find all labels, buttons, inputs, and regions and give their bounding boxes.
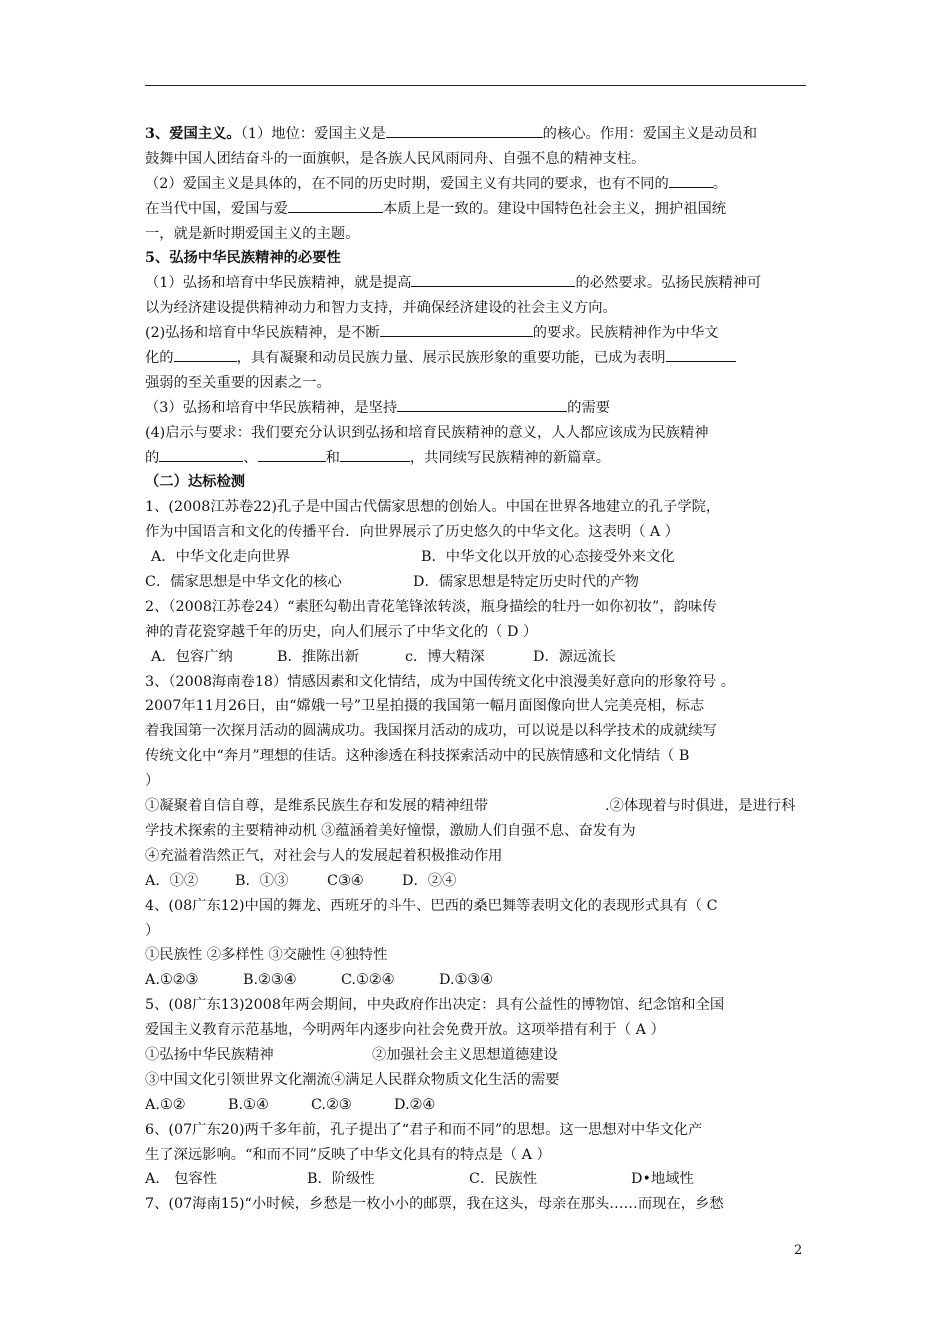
q3-option-c: C③④ [327, 872, 364, 889]
q4-stem-line2: ） [145, 922, 160, 939]
q3-stem-line8: ④充溢着浩然正气，对社会与人的发展起着积极推动作用 [145, 847, 503, 864]
q3-stem-line3: 着我国第一次探月活动的圆满成功。我国探月活动的成功，可以说是以科学技术的成就续写 [145, 723, 717, 740]
q2-option-a: A．包容广纳 [151, 648, 233, 665]
section3-line1: 3、爱国主义。（1）地位：爱国主义是 的核心。作用：爱国主义是动员和 [145, 122, 810, 147]
section5-line2: 以为经济建设提供精神动力和智力支持，并确保经济建设的社会主义方向。 [145, 300, 617, 317]
fill-blank[interactable] [411, 271, 575, 287]
q2-option-d: D．源远流长 [533, 648, 616, 665]
q3-stem-line1: 3、（2008海南卷18）情感因素和文化情结，成为中国传统文化中浪漫美好意向的形象符号 。 [145, 673, 736, 690]
fill-blank[interactable] [288, 197, 383, 213]
fill-blank[interactable] [669, 172, 713, 188]
q5-option-a: A.①② [145, 1096, 186, 1113]
q2-stem-line1: 2、（2008江苏卷24）“素胚勾勒出青花笔锋浓转淡，瓶身描绘的牡丹一如你初妆”，韵味传 [145, 598, 717, 615]
q6-option-d: D•地域性 [631, 1171, 694, 1188]
section5-line3: (2)弘扬和培育中华民族精神，是不断 的要求。民族精神作为中华文 [145, 321, 810, 346]
section5-line4: 化的 ，具有凝聚和动员民族力量、展示民族形象的重要功能，已成为表明 [145, 346, 810, 371]
section3-line2: 鼓舞中国人团结奋斗的一面旗帜，是各族人民风雨同舟、自强不息的精神支柱。 [145, 150, 646, 167]
q3-option-a: A．①② [145, 872, 199, 889]
section5-line8: 的 、 和 ，共同续写民族精神的新篇章。 [145, 446, 810, 471]
q2-options [145, 645, 810, 670]
section3-line3: （2）爱国主义是具体的，在不同的历史时期，爱国主义有共同的要求，也有不同的 。 [145, 172, 810, 197]
q5-option-d: D.②④ [394, 1096, 436, 1113]
q1-option-a: A．中华文化走向世界 [151, 549, 290, 566]
q4-option-d: D.①③④ [439, 972, 493, 989]
section5-line7: (4)启示与要求：我们要充分认识到弘扬和培育民族精神的意义，人人都应该成为民族精神 [145, 424, 709, 441]
q1-option-b: B．中华文化以开放的心态接受外来文化 [421, 549, 675, 566]
header-rule [145, 85, 806, 86]
q5-stem-line2: 爱国主义教育示范基地，今明两年内逐步向社会免费开放。这项举措有利于（ A ） [145, 1022, 665, 1039]
fill-blank[interactable] [258, 446, 326, 462]
section5-line1: （1）弘扬和培育中华民族精神，就是提高 的必然要求。弘扬民族精神可 [145, 271, 810, 296]
section5-line5: 强弱的至关重要的因素之一。 [145, 374, 331, 391]
fill-blank[interactable] [380, 321, 533, 337]
q3-options [145, 869, 810, 894]
q5-option-c: C.②③ [311, 1096, 352, 1113]
q6-option-a: A． 包容性 [145, 1171, 218, 1188]
q1-option-d: D．儒家思想是特定历史时代的产物 [413, 574, 639, 591]
q3-stem-line7: 学技术探索的主要精神动机 ③蕴涵着美好憧憬，激励人们自强不息、奋发有为 [145, 822, 636, 839]
q4-statements: ①民族性 ②多样性 ③交融性 ④独特性 [145, 947, 388, 964]
section5-line6: （3）弘扬和培育中华民族精神，是坚持 的需要 [145, 396, 810, 421]
q5-statements-line2: ③中国文化引领世界文化潮流④满足人民群众物质文化生活的需要 [145, 1071, 560, 1088]
q1-option-c: C．儒家思想是中华文化的核心 [145, 574, 342, 591]
q5-options [145, 1093, 810, 1118]
q3-stem-line5: ） [145, 773, 160, 790]
q3-option-b: B．①③ [235, 872, 289, 889]
q3-stem-line4: 传统文化中“奔月”理想的佳话。这种渗透在科技探索活动中的民族情感和文化情结（ B [145, 748, 690, 765]
q1-stem-line2: 作为中国语言和文化的传播平台．向世界展示了历史悠久的中华文化。这表明（ A ） [145, 524, 680, 541]
q2-option-c: c．博大精深 [405, 648, 485, 665]
fill-blank[interactable] [159, 446, 243, 462]
q6-stem-line1: 6、(07广东20)两千多年前，孔子提出了“君子和而不同”的思想。这一思想对中华文化产 [145, 1121, 703, 1138]
section5-title: 5、弘扬中华民族精神的必要性 [145, 250, 341, 267]
q7-stem-line1: 7、(07海南15)“小时候，乡愁是一枚小小的邮票，我在这头，母亲在那头……而现在，乡愁 [145, 1196, 724, 1213]
q2-option-b: B．推陈出新 [277, 648, 359, 665]
q4-option-b: B.②③④ [243, 972, 297, 989]
q1-options-row2 [145, 570, 810, 595]
fill-blank[interactable] [174, 346, 237, 362]
section3-title: 3、爱国主义。 [145, 126, 241, 142]
q4-option-a: A.①②③ [145, 972, 199, 989]
q3-option-d: D．②④ [402, 872, 457, 889]
q5-stem-line1: 5、(08广东13)2008年两会期间，中央政府作出决定：具有公益性的博物馆、纪念馆和全国 [145, 997, 725, 1014]
fill-blank[interactable] [340, 446, 410, 462]
q4-stem-line1: 4、(08广东12)中国的舞龙、西班牙的斗牛、巴西的桑巴舞等表明文化的表现形式具有（ C [145, 897, 718, 914]
q6-option-b: B．阶级性 [307, 1171, 375, 1188]
q4-option-c: C.①②④ [341, 972, 395, 989]
q2-stem-line2: 神的青花瓷穿越千年的历史，向人们展示了中华文化的（ D ） [145, 623, 538, 640]
q4-options [145, 968, 810, 993]
section3-line5: 一，就是新时期爱国主义的主题。 [145, 225, 360, 242]
q1-options-row1 [145, 545, 810, 570]
fill-blank[interactable] [397, 396, 567, 412]
q5-statements-line1: ①弘扬中华民族精神 ②加强社会主义思想道德建设 [145, 1046, 558, 1063]
q6-stem-line2: 生了深远影响。“和而不同”反映了中华文化具有的特点是（ A ） [145, 1146, 551, 1163]
assessment-heading: （二）达标检测 [145, 474, 246, 491]
q3-stem-line2: 2007年11月26日，由“嫦娥一号”卫星拍摄的我国第一幅月面图像向世人完美亮相，标志 [145, 698, 705, 715]
q1-stem-line1: 1、(2008江苏卷22)孔子是中国古代儒家思想的创始人。中国在世界各地建立的孔子学院， [145, 499, 721, 516]
fill-blank[interactable] [666, 346, 736, 362]
fill-blank[interactable] [386, 122, 543, 138]
q6-options [145, 1167, 810, 1192]
q6-option-c: C．民族性 [469, 1171, 538, 1188]
q5-option-b: B.①④ [228, 1096, 269, 1113]
page-number: 2 [794, 1243, 803, 1258]
q3-stem-line6: ①凝聚着自信自尊，是维系民族生存和发展的精神纽带 .②体现着与时俱进，是进行科 [145, 798, 796, 815]
document-body [145, 122, 810, 1217]
section3-line4: 在当代中国，爱国与爱 本质上是一致的。建设中国特色社会主义，拥护祖国统 [145, 197, 810, 222]
